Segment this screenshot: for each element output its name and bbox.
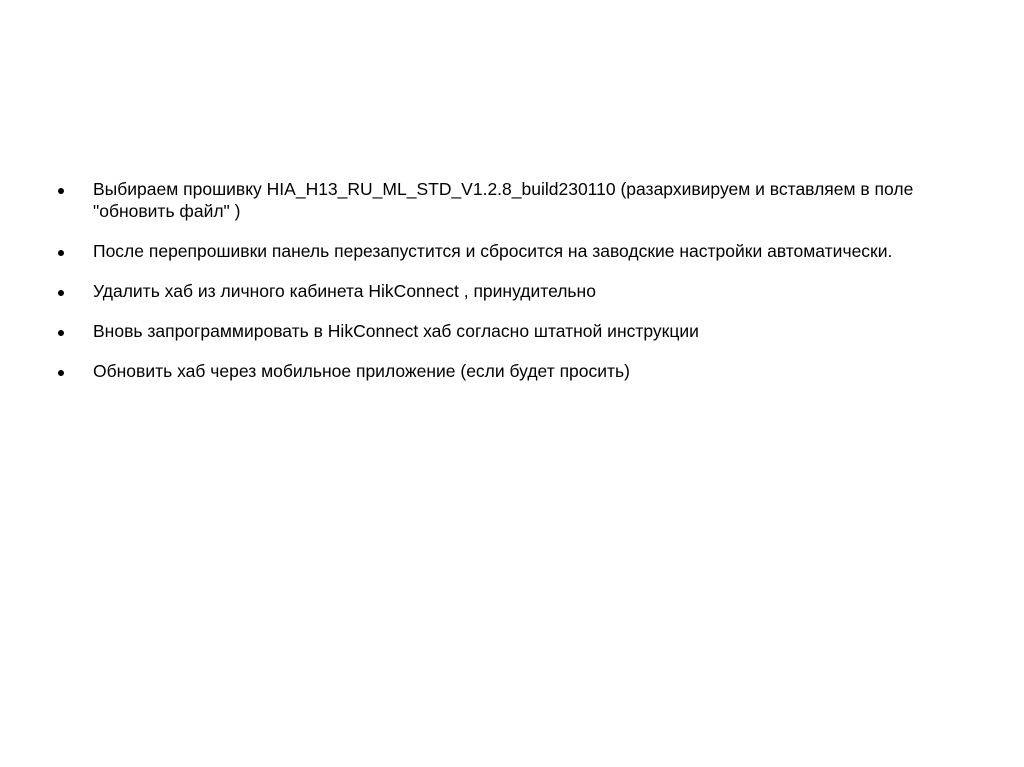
bullet-dot-icon [58,250,64,256]
list-item [56,178,966,222]
list-item [56,240,966,262]
list-item-text: После перепрошивки панель перезапустится и сбросится на заводские настройки автоматически. [93,241,893,261]
list-item-text: Удалить хаб из личного кабинета HikConnect , принудительно [93,281,596,301]
list-item [56,320,966,342]
list-item [56,360,966,382]
list-item [56,280,966,302]
bullet-dot-icon [58,188,64,194]
bullet-dot-icon [58,330,64,336]
instruction-list [56,178,966,400]
bullet-dot-icon [58,290,64,296]
bullet-dot-icon [58,370,64,376]
list-item-text: Выбираем прошивку HIA_H13_RU_ML_STD_V1.2.8_build230110 (разархивируем и вставляем в поле "обновить файл" ) [93,179,914,221]
list-item-text: Вновь запрограммировать в HikConnect хаб согласно штатной инструкции [93,321,699,341]
list-item-text: Обновить хаб через мобильное приложение (если будет просить) [93,361,631,381]
